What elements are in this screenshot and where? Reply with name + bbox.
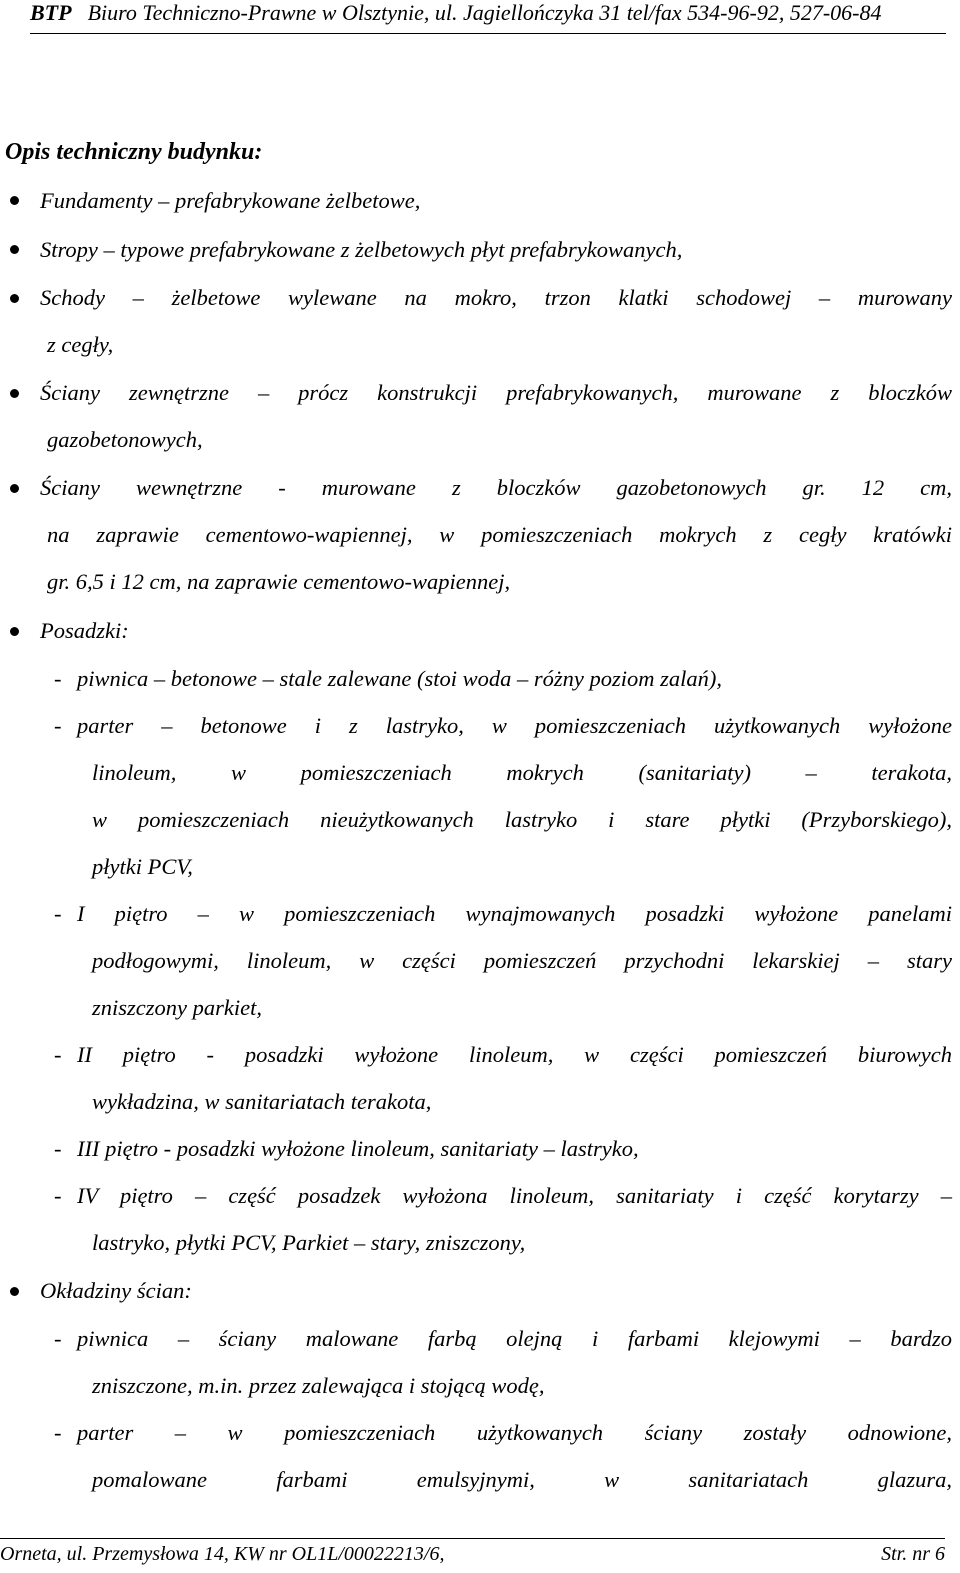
sub-item-continuation: wykładzina, w sanitariatach terakota,: [92, 1089, 432, 1114]
sub-item-continuation: płytki PCV,: [92, 854, 193, 879]
bullet-icon: [10, 196, 19, 205]
list-item-continuation: z cegły,: [47, 332, 114, 357]
header-brand: BTP: [30, 0, 72, 25]
bullet-icon: [10, 389, 19, 398]
list-item-heading: Posadzki:: [40, 618, 129, 643]
sub-item-continuation: linoleum, w pomieszczeniach mokrych (sanitariaty) – terakota,: [92, 760, 952, 785]
bullet-icon: [10, 484, 19, 493]
sub-item-continuation: w pomieszczeniach nieużytkowanych lastryko i stare płytki (Przyborskiego),: [92, 807, 952, 832]
dash-marker: -: [54, 1420, 62, 1445]
sub-item-continuation: zniszczony parkiet,: [92, 995, 262, 1020]
bullet-icon: [10, 245, 19, 254]
section-title: Opis techniczny budynku:: [5, 139, 263, 165]
footer-address: Orneta, ul. Przemysłowa 14, KW nr OL1L/00022213/6,: [0, 1543, 445, 1565]
dash-marker: -: [54, 1136, 62, 1161]
list-item-continuation: na zaprawie cementowo-wapiennej, w pomieszczeniach mokrych z cegły kratówki: [47, 522, 952, 547]
list-item: Ściany zewnętrzne – prócz konstrukcji prefabrykowanych, murowane z bloczków: [40, 380, 952, 405]
dash-marker: -: [54, 1326, 62, 1351]
list-item: Schody – żelbetowe wylewane na mokro, trzon klatki schodowej – murowany: [40, 285, 952, 310]
dash-marker: -: [54, 1183, 62, 1208]
sub-item-continuation: lastryko, płytki PCV, Parkiet – stary, zniszczony,: [92, 1230, 526, 1255]
sub-item: parter – betonowe i z lastryko, w pomieszczeniach użytkowanych wyłożone: [77, 713, 952, 738]
bullet-icon: [10, 627, 19, 636]
list-item: Stropy – typowe prefabrykowane z żelbetowych płyt prefabrykowanych,: [40, 237, 683, 262]
sub-item: piwnica – betonowe – stale zalewane (stoi woda – różny poziom zalań),: [77, 666, 722, 691]
sub-item: IV piętro – część posadzek wyłożona linoleum, sanitariaty i część korytarzy –: [77, 1183, 952, 1208]
dash-marker: -: [54, 666, 62, 691]
sub-item-continuation: pomalowane farbami emulsyjnymi, w sanitariatach glazura,: [92, 1467, 952, 1492]
list-item: Fundamenty – prefabrykowane żelbetowe,: [40, 188, 421, 213]
list-item-continuation: gr. 6,5 i 12 cm, na zaprawie cementowo-wapiennej,: [47, 569, 511, 594]
sub-item: piwnica – ściany malowane farbą olejną i farbami klejowymi – bardzo: [77, 1326, 952, 1351]
sub-item: parter – w pomieszczeniach użytkowanych ściany zostały odnowione,: [77, 1420, 952, 1445]
page-number: Str. nr 6: [881, 1543, 945, 1565]
page-footer: [0, 1538, 945, 1569]
list-item: Ściany wewnętrzne - murowane z bloczków gazobetonowych gr. 12 cm,: [40, 475, 952, 500]
sub-item: III piętro - posadzki wyłożone linoleum, sanitariaty – lastryko,: [77, 1136, 639, 1161]
dash-marker: -: [54, 1042, 62, 1067]
list-item-continuation: gazobetonowych,: [47, 427, 203, 452]
dash-marker: -: [54, 901, 62, 926]
dash-marker: -: [54, 713, 62, 738]
list-item-heading: Okładziny ścian:: [40, 1278, 192, 1303]
header-text: Biuro Techniczno-Prawne w Olsztynie, ul. Jagiellończyka 31 tel/fax 534-96-92, 527-06-84: [87, 0, 882, 25]
sub-item-continuation: zniszczone, m.in. przez zalewająca i stojącą wodę,: [92, 1373, 545, 1398]
sub-item: I piętro – w pomieszczeniach wynajmowanych posadzki wyłożone panelami: [77, 901, 952, 926]
sub-item: II piętro - posadzki wyłożone linoleum, w części pomieszczeń biurowych: [77, 1042, 952, 1067]
page-header: [30, 0, 946, 34]
sub-item-continuation: podłogowymi, linoleum, w części pomieszczeń przychodni lekarskiej – stary: [92, 948, 952, 973]
bullet-icon: [10, 1287, 19, 1296]
bullet-icon: [10, 294, 19, 303]
